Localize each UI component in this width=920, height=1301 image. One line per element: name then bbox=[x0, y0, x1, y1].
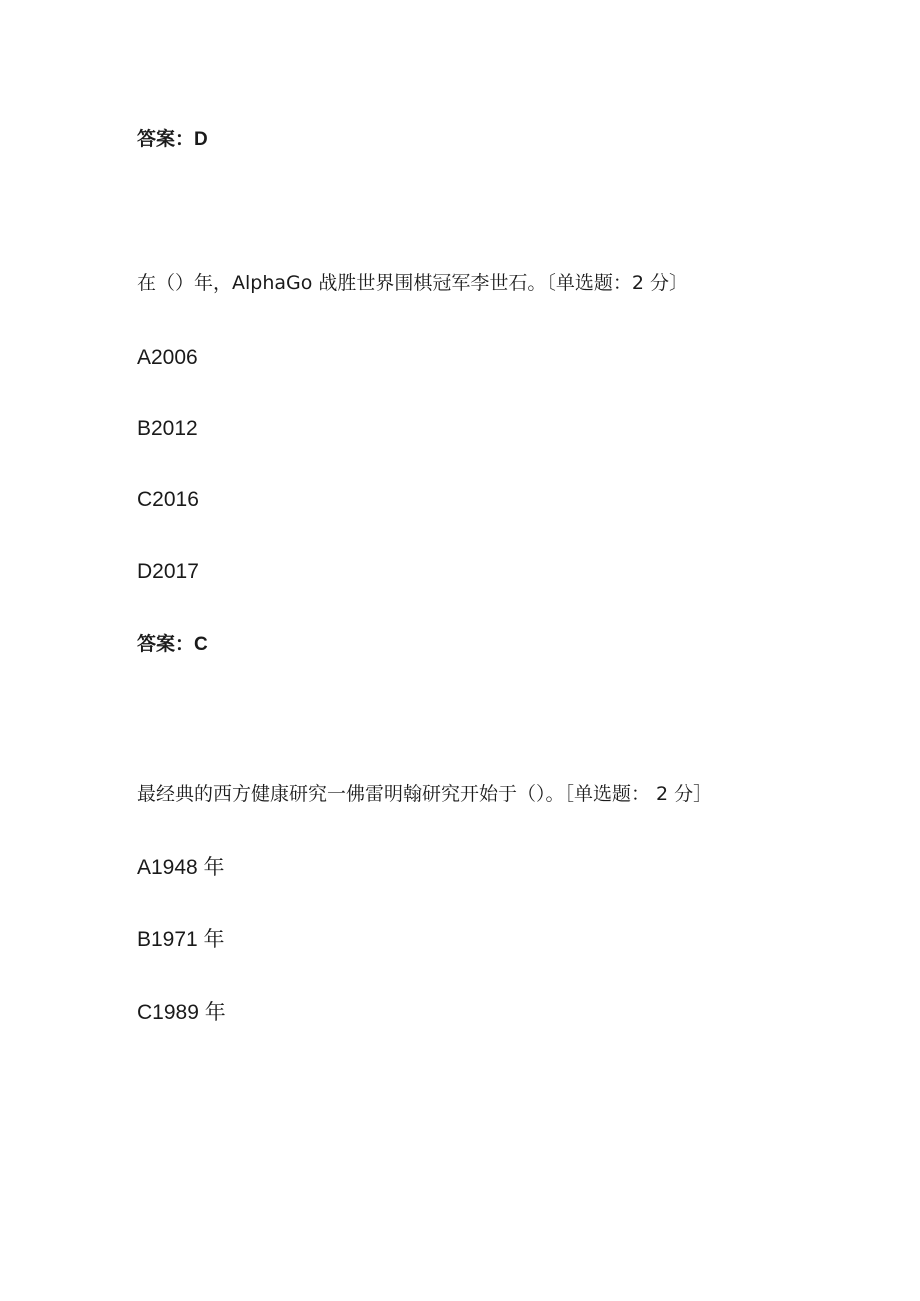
answer-prefix: 答案： bbox=[137, 128, 195, 150]
option-b: B1971 年 bbox=[137, 928, 225, 951]
option-a: A1948 年 bbox=[137, 856, 225, 879]
question-text-1: 在（）年，AlphaGo 战胜世界围棋冠军李世石。〔单选题：2 分〕 bbox=[137, 272, 689, 294]
option-c: C2016 bbox=[137, 488, 199, 511]
option-a: A2006 bbox=[137, 346, 198, 369]
answer-line-1 bbox=[137, 127, 208, 152]
option-d: D2017 bbox=[137, 560, 199, 583]
option-c: C1989 年 bbox=[137, 1001, 226, 1024]
answer-line-2 bbox=[137, 632, 208, 657]
option-b: B2012 bbox=[137, 417, 198, 440]
answer-prefix: 答案： bbox=[137, 633, 195, 655]
answer-value: D bbox=[194, 129, 208, 150]
answer-value: C bbox=[194, 634, 208, 655]
question-text-2: 最经典的西方健康研究一佛雷明翰研究开始于（）。［单选题： 2 分］ bbox=[137, 783, 713, 805]
